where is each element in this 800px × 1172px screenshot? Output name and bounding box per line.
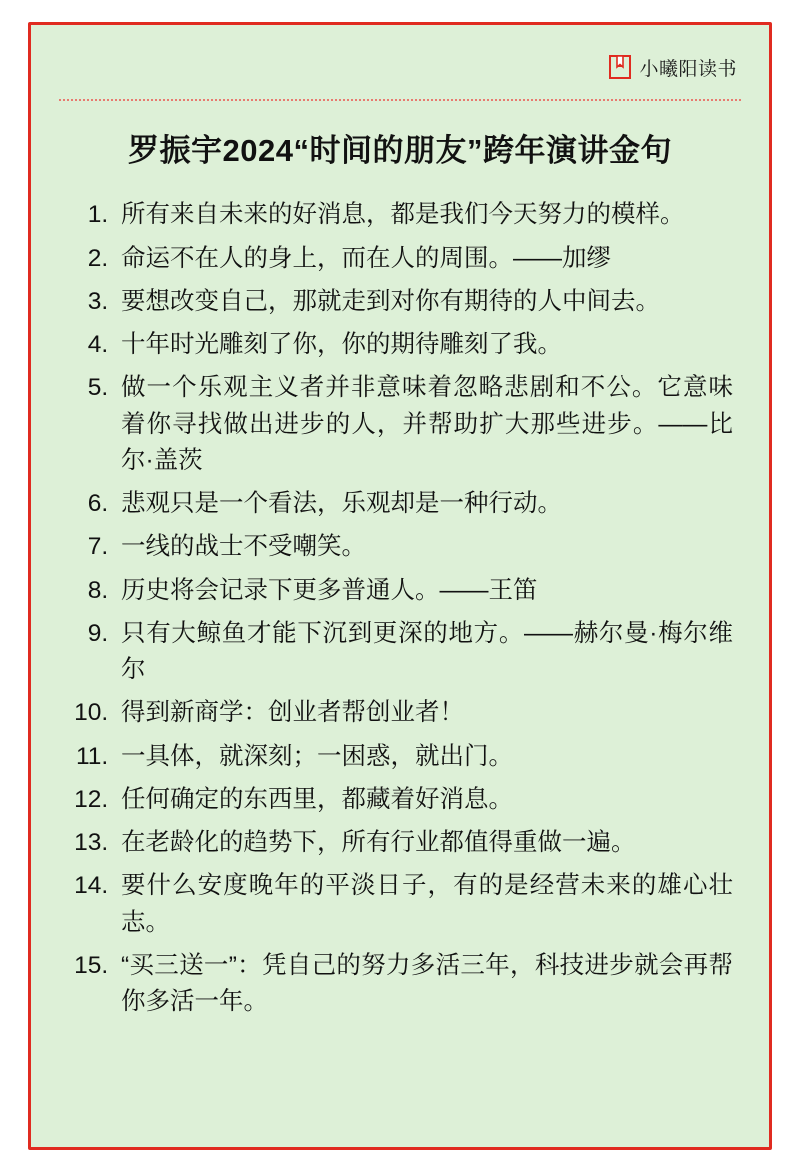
list-item: 15. “买三送一”：凭自己的努力多活三年，科技进步就会再帮你多活一年。	[115, 948, 733, 1021]
list-item: 9. 只有大鲸鱼才能下沉到更深的地方。——赫尔曼·梅尔维尔	[115, 616, 733, 689]
book-icon	[609, 55, 631, 79]
list-item: 2. 命运不在人的身上，而在人的周围。——加缪	[115, 241, 733, 277]
list-item: 4. 十年时光雕刻了你，你的期待雕刻了我。	[115, 327, 733, 363]
page-title: 罗振宇2024“时间的朋友”跨年演讲金句	[128, 133, 672, 168]
brand-row	[59, 47, 741, 87]
list-item: 6. 悲观只是一个看法，乐观却是一种行动。	[115, 486, 733, 522]
list-item: 5. 做一个乐观主义者并非意味着忽略悲剧和不公。它意味着你寻找做出进步的人，并帮助扩大那些进步。——比尔·盖茨	[115, 370, 733, 479]
list-item: 14. 要什么安度晚年的平淡日子，有的是经营未来的雄心壮志。	[115, 868, 733, 941]
list-item: 7. 一线的战士不受嘲笑。	[115, 529, 733, 565]
brand-name: 小曦阳读书	[639, 58, 737, 80]
quote-card	[28, 22, 772, 1150]
quote-list	[59, 197, 741, 1020]
list-item: 1. 所有来自未来的好消息，都是我们今天努力的模样。	[115, 197, 733, 233]
list-item: 11. 一具体，就深刻；一困惑，就出门。	[115, 739, 733, 775]
card-inner	[31, 25, 769, 1147]
list-item: 3. 要想改变自己，那就走到对你有期待的人中间去。	[115, 284, 733, 320]
list-item: 13. 在老龄化的趋势下，所有行业都值得重做一遍。	[115, 825, 733, 861]
list-item: 8. 历史将会记录下更多普通人。——王笛	[115, 573, 733, 609]
header-divider	[59, 99, 741, 101]
list-item: 12. 任何确定的东西里，都藏着好消息。	[115, 782, 733, 818]
list-item: 10. 得到新商学：创业者帮创业者！	[115, 695, 733, 731]
